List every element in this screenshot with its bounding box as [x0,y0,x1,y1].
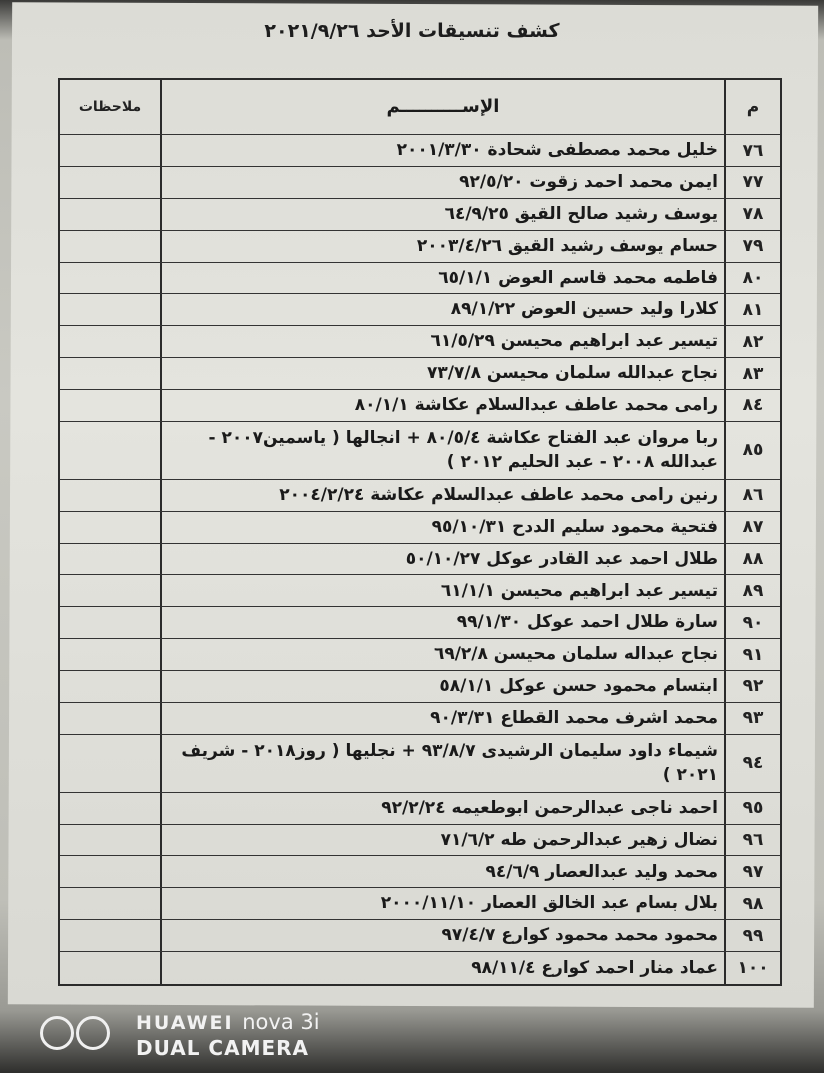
row-name: عماد منار احمد كوارع ٩٨/١١/٤ [160,952,724,984]
row-notes [60,575,160,606]
row-number: ٧٩ [724,231,780,262]
table-row [60,793,780,825]
row-number: ٩٢ [724,671,780,702]
table-row [60,135,780,167]
row-notes [60,199,160,230]
table-row [60,703,780,735]
row-number: ٨٣ [724,358,780,389]
row-name: كلارا وليد حسين العوض ٨٩/١/٢٢ [160,294,724,325]
row-number: ٨٢ [724,326,780,357]
header-number: م [724,80,780,134]
table-row [60,167,780,199]
names-table [58,78,782,986]
table-row [60,639,780,671]
row-name: فاطمه محمد قاسم العوض ٦٥/١/١ [160,263,724,294]
table-header-row [60,80,780,135]
row-name: طلال احمد عبد القادر عوكل ٥٠/١٠/٢٧ [160,544,724,575]
row-name: ربا مروان عبد الفتاح عكاشة ٨٠/٥/٤ + انجالها ( ياسمين٢٠٠٧ - عبدالله ٢٠٠٨ - عبد الحليم ٢٠١٢ ) [160,422,724,479]
row-notes [60,952,160,984]
row-notes [60,920,160,951]
row-name: سارة طلال احمد عوكل ٩٩/١/٣٠ [160,607,724,638]
row-notes [60,512,160,543]
row-notes [60,735,160,792]
row-name: بلال بسام عبد الخالق العصار ٢٠٠٠/١١/١٠ [160,888,724,919]
row-number: ٨٨ [724,544,780,575]
row-number: ٨٦ [724,480,780,511]
row-name: رنين رامى محمد عاطف عبدالسلام عكاشة ٢٠٠٤/٢/٢٤ [160,480,724,511]
row-notes [60,793,160,824]
row-number: ٨٧ [724,512,780,543]
table-row [60,888,780,920]
table-row [60,856,780,888]
table-row [60,671,780,703]
row-notes [60,294,160,325]
table-row [60,575,780,607]
row-notes [60,231,160,262]
row-number: ٨٩ [724,575,780,606]
header-notes: ملاحظات [78,99,142,116]
row-name: محمود محمد محمود كوارع ٩٧/٤/٧ [160,920,724,951]
row-name: ايمن محمد احمد زقوت ٩٢/٥/٢٠ [160,167,724,198]
table-row [60,294,780,326]
row-name: تيسير عبد ابراهيم محيسن ٦١/٥/٢٩ [160,326,724,357]
row-number: ١٠٠ [724,952,780,984]
row-name: محمد وليد عبدالعصار ٩٤/٦/٩ [160,856,724,887]
row-number: ٩٩ [724,920,780,951]
row-notes [60,825,160,856]
row-notes [60,358,160,389]
row-name: شيماء داود سليمان الرشيدى ٩٣/٨/٧ + نجليها ( روز٢٠١٨ - شريف ٢٠٢١ ) [160,735,724,792]
row-number: ٨١ [724,294,780,325]
row-number: ٧٦ [724,135,780,166]
row-number: ٩٥ [724,793,780,824]
watermark-model: nova 3i [242,1010,320,1034]
row-name: تيسير عبد ابراهيم محيسن ٦١/١/١ [160,575,724,606]
table-row [60,512,780,544]
row-notes [60,326,160,357]
row-notes [60,390,160,421]
table-row [60,952,780,984]
row-name: ابتسام محمود حسن عوكل ٥٨/١/١ [160,671,724,702]
table-row [60,735,780,793]
table-row [60,422,780,480]
watermark-dual-camera: DUAL CAMERA [136,1036,310,1060]
row-notes [60,856,160,887]
row-number: ٩٨ [724,888,780,919]
row-notes [60,480,160,511]
table-row [60,825,780,857]
row-notes [60,703,160,734]
row-notes [60,422,160,479]
row-number: ٧٨ [724,199,780,230]
table-row [60,231,780,263]
row-name: خليل محمد مصطفى شحادة ٢٠٠١/٣/٣٠ [160,135,724,166]
table-row [60,326,780,358]
row-notes [60,544,160,575]
table-row [60,263,780,295]
page-title: كشف تنسيقات الأحد ٢٠٢١/٩/٢٦ [264,20,560,42]
table-row [60,358,780,390]
row-number: ٩٤ [724,735,780,792]
row-name: نجاح عبدالله سلمان محيسن ٧٣/٧/٨ [160,358,724,389]
row-number: ٩٦ [724,825,780,856]
row-name: يوسف رشيد صالح القيق ٦٤/٩/٢٥ [160,199,724,230]
row-notes [60,888,160,919]
row-number: ٩٧ [724,856,780,887]
row-number: ٨٤ [724,390,780,421]
row-notes [60,607,160,638]
dual-lens-icon [40,1016,110,1050]
row-name: نضال زهير عبدالرحمن طه ٧١/٦/٢ [160,825,724,856]
row-name: نجاح عبداله سلمان محيسن ٦٩/٢/٨ [160,639,724,670]
row-name: احمد ناجى عبدالرحمن ابوطعيمه ٩٢/٢/٢٤ [160,793,724,824]
row-notes [60,167,160,198]
row-number: ٨٥ [724,422,780,479]
watermark-brand: HUAWEI [136,1012,234,1034]
table-row [60,607,780,639]
row-name: فتحية محمود سليم الددح ٩٥/١٠/٣١ [160,512,724,543]
table-row [60,199,780,231]
table-row [60,480,780,512]
row-notes [60,263,160,294]
watermark-brand-line [136,1010,320,1034]
header-name: الإســــــــــم [160,80,724,134]
row-number: ٩٣ [724,703,780,734]
row-name: حسام يوسف رشيد القيق ٢٠٠٣/٤/٢٦ [160,231,724,262]
row-notes [60,135,160,166]
row-number: ٩٠ [724,607,780,638]
row-name: محمد اشرف محمد القطاع ٩٠/٣/٣١ [160,703,724,734]
row-notes [60,671,160,702]
row-number: ٩١ [724,639,780,670]
table-row [60,390,780,422]
row-number: ٧٧ [724,167,780,198]
table-row [60,920,780,952]
table-row [60,544,780,576]
row-number: ٨٠ [724,263,780,294]
row-notes [60,639,160,670]
row-name: رامى محمد عاطف عبدالسلام عكاشة ٨٠/١/١ [160,390,724,421]
